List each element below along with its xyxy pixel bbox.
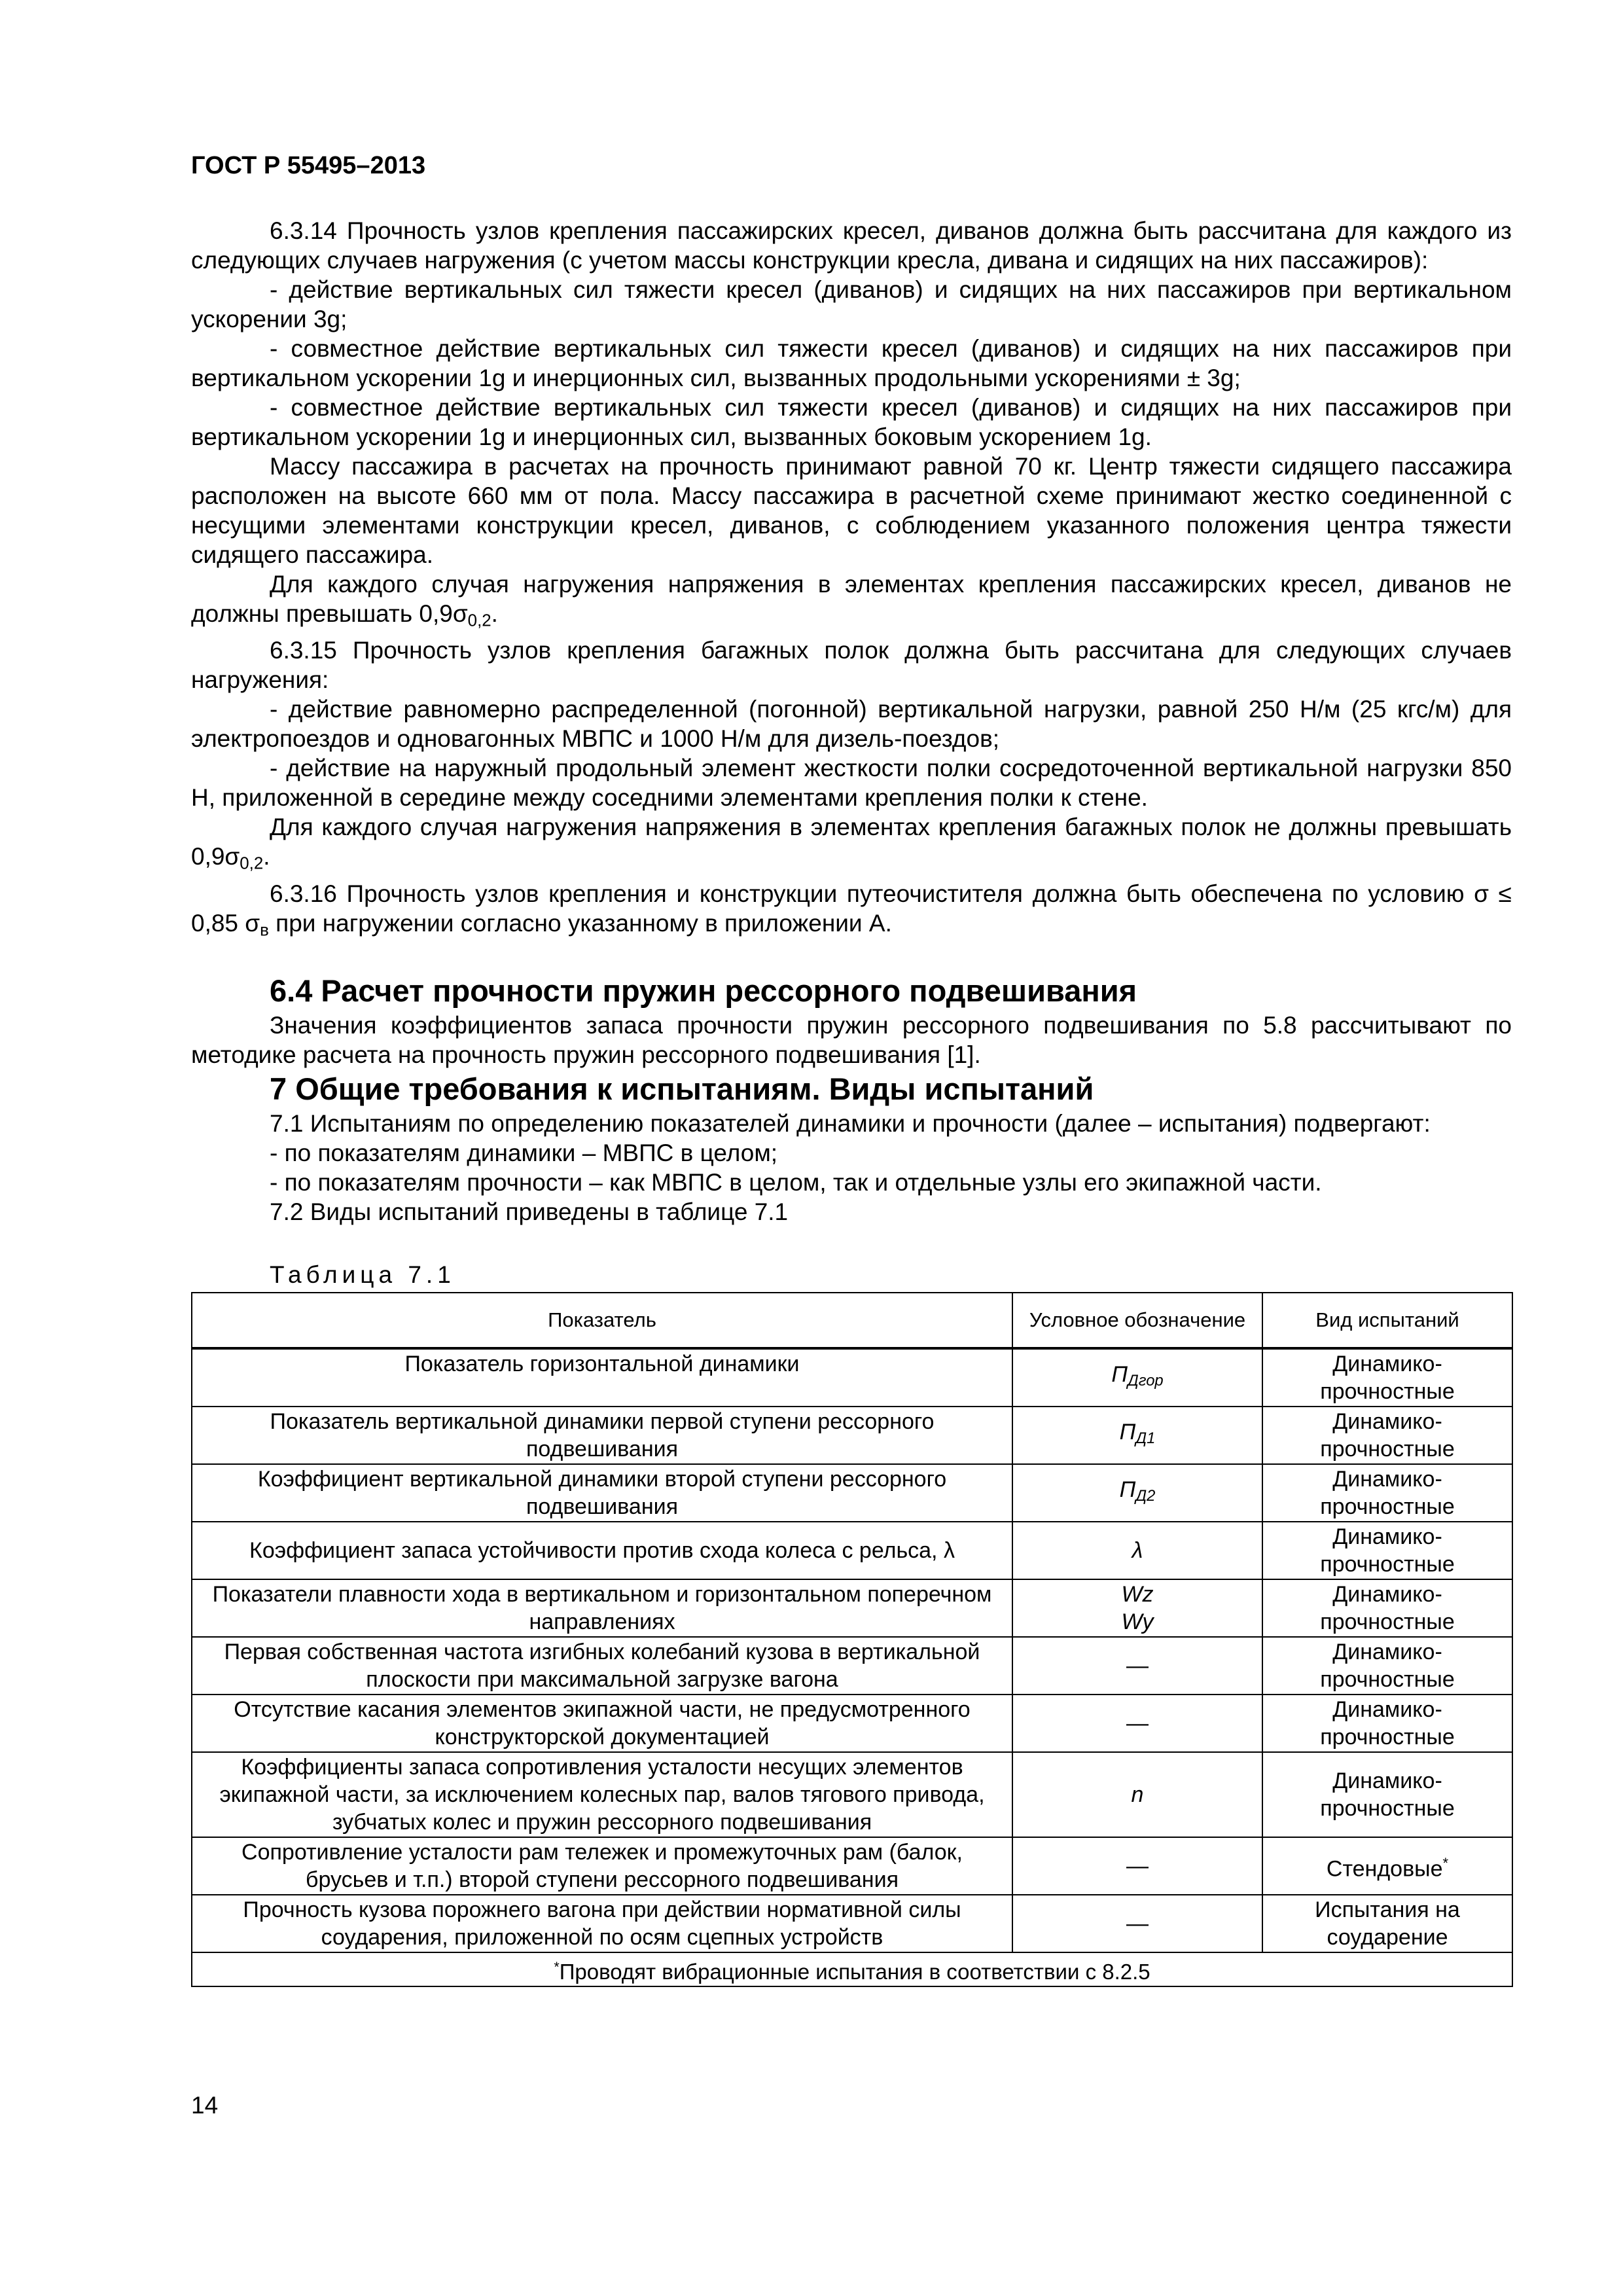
test-type-text: Динамико-прочностные — [1320, 1524, 1455, 1577]
table-row — [192, 1407, 1512, 1464]
cell-test-type — [1262, 1695, 1512, 1752]
paragraph-6-3-16 — [191, 879, 1512, 945]
table-row — [192, 1579, 1512, 1637]
cell-test-type — [1262, 1752, 1512, 1837]
cell-indicator: Коэффициент вертикальной динамики второй ступени рессорного подвешивания — [192, 1464, 1012, 1522]
section-heading-6-4: 6.4 Расчет прочности пружин рессорного подвешивания — [270, 973, 1137, 1009]
test-type-text: Динамико-прочностные — [1320, 1352, 1455, 1405]
cell-test-type — [1262, 1637, 1512, 1695]
bullet-item: - действие вертикальных сил тяжести кресел (диванов) и сидящих на них пассажиров при вертикальном ускорении 3g; — [191, 276, 1512, 332]
table-footnote-row — [192, 1952, 1512, 1986]
test-type-text: Динамико-прочностные — [1320, 1467, 1455, 1520]
symbol-subscript: Д2 — [1135, 1487, 1156, 1505]
paragraph-7-1: 7.1 Испытаниям по определению показателей динамики и прочности (далее – испытания) подвергают: — [270, 1110, 1431, 1138]
paragraph-7-2: 7.2 Виды испытаний приведены в таблице 7.1 — [270, 1198, 789, 1226]
cell-symbol — [1012, 1464, 1262, 1522]
stress-subscript: 0,2 — [240, 854, 264, 873]
test-type-text: Динамико-прочностные — [1320, 1409, 1455, 1462]
bullet-item: - действие равномерно распределенной (погонной) вертикальной нагрузки, равной 250 Н/м (25 кгс/м) для электропоездов и одновагонных МВПС и 1000 Н/м для дизель-поездов; — [191, 696, 1512, 753]
table-footnote — [192, 1952, 1512, 1986]
footnote-text: Проводят вибрационные испытания в соответствии с 8.2.5 — [559, 1960, 1150, 1984]
cell-indicator: Коэффициенты запаса сопротивления усталости несущих элементов экипажной части, за исключением колесных пар, валов тягового привода, зубчатых колес и пружин рессорного подвешивания — [192, 1752, 1012, 1837]
table-row — [192, 1837, 1512, 1895]
symbol-base: П — [1119, 1477, 1136, 1503]
test-type-text: Испытания на соударение — [1315, 1897, 1460, 1950]
paragraph-stress-shelves — [191, 812, 1512, 878]
test-type-text: Стендовые — [1326, 1856, 1443, 1882]
stress-text: Для каждого случая нагружения напряжения в элементах крепления багажных полок не должны превышать 0,9σ — [191, 814, 1512, 870]
paragraph-passenger-mass: Массу пассажира в расчетах на прочность принимают равной 70 кг. Центр тяжести сидящего пассажира расположен на высоте 660 мм от пола. Массу пассажира в расчетной схеме принимают жестко соединенной с несущими элементами конструкции кресел, диванов, с соблюдением указанного положения центра тяжести сидящего пассажира. — [191, 453, 1512, 568]
cell-indicator: Показатели плавности хода в вертикальном и горизонтальном поперечном направлениях — [192, 1579, 1012, 1637]
symbol-base: Wz — [1121, 1582, 1154, 1607]
document-header: ГОСТ Р 55495–2013 — [191, 152, 426, 179]
test-type-text: Динамико-прочностные — [1320, 1768, 1455, 1821]
table-7-1 — [191, 1292, 1513, 1987]
cell-indicator: Показатель горизонтальной динамики — [192, 1348, 1012, 1407]
bullet-item: - по показателям прочности – как МВПС в целом, так и отдельные узлы его экипажной части. — [270, 1169, 1322, 1196]
symbol-base: П — [1119, 1420, 1136, 1445]
paragraph-6-3-15: 6.3.15 Прочность узлов крепления багажных полок должна быть рассчитана для следующих случаев нагружения: — [191, 637, 1512, 694]
test-type-text: Динамико-прочностные — [1320, 1697, 1455, 1750]
symbol-base: П — [1111, 1362, 1128, 1388]
cell-symbol — [1012, 1579, 1262, 1637]
table-row — [192, 1348, 1512, 1407]
symbol-base: — — [1126, 1653, 1149, 1679]
bullet-item: - по показателям динамики – МВПС в целом; — [270, 1139, 778, 1167]
cell-test-type — [1262, 1837, 1512, 1895]
cell-test-type — [1262, 1895, 1512, 1952]
stress-end: . — [263, 843, 270, 870]
paragraph-stress-seats — [191, 569, 1512, 636]
symbol-subscript: Дгор — [1127, 1372, 1164, 1390]
cell-test-type — [1262, 1579, 1512, 1637]
cell-indicator: Сопротивление усталости рам тележек и промежуточных рам (балок, брусьев и т.п.) второй ступени рессорного подвешивания — [192, 1837, 1012, 1895]
table-caption: Таблица 7.1 — [270, 1261, 455, 1289]
spacer — [191, 1227, 1512, 1258]
table-header-row — [192, 1293, 1512, 1348]
symbol-base: — — [1126, 1854, 1149, 1879]
symbol-base: — — [1126, 1711, 1149, 1736]
symbol-base: — — [1126, 1911, 1149, 1937]
symbol-base: n — [1131, 1782, 1144, 1808]
footnote-mark: * — [554, 1959, 560, 1975]
cell-symbol — [1012, 1695, 1262, 1752]
cell-indicator: Коэффициент запаса устойчивости против схода колеса с рельса, λ — [192, 1522, 1012, 1579]
bullet-item: - действие на наружный продольный элемент жесткости полки сосредоточенной вертикальной нагрузки 850 Н, приложенной в середине между соседними элементами крепления полки к стене. — [191, 755, 1512, 812]
stress-end: . — [491, 600, 498, 627]
table-row — [192, 1752, 1512, 1837]
condition-subscript: в — [260, 921, 269, 940]
table-row — [192, 1522, 1512, 1579]
cell-symbol — [1012, 1522, 1262, 1579]
cell-indicator: Первая собственная частота изгибных колебаний кузова в вертикальной плоскости при максимальной загрузке вагона — [192, 1637, 1012, 1695]
table-body — [192, 1348, 1512, 1986]
table-row — [192, 1637, 1512, 1695]
document-body — [191, 216, 1512, 1987]
paragraph-6-3-14: 6.3.14 Прочность узлов крепления пассажирских кресел, диванов должна быть рассчитана для каждого из следующих случаев нагружения (с учетом массы конструкции кресла, дивана и сидящих на них пассажиров): — [191, 217, 1512, 274]
cell-symbol — [1012, 1837, 1262, 1895]
header-indicator: Показатель — [192, 1293, 1012, 1348]
cell-test-type — [1262, 1407, 1512, 1464]
cell-test-type — [1262, 1522, 1512, 1579]
bullet-item: - совместное действие вертикальных сил тяжести кресел (диванов) и сидящих на них пассажиров при вертикальном ускорении 1g и инерционных сил, вызванных продольными ускорениями ± 3g; — [191, 335, 1512, 391]
cell-indicator: Отсутствие касания элементов экипажной части, не предусмотренного конструкторской документацией — [192, 1695, 1012, 1752]
cell-test-type — [1262, 1348, 1512, 1407]
cell-symbol — [1012, 1407, 1262, 1464]
cell-indicator: Прочность кузова порожнего вагона при действии нормативной силы соударения, приложенной по осям сцепных устройств — [192, 1895, 1012, 1952]
header-test-type: Вид испытаний — [1262, 1293, 1512, 1348]
section-heading-7: 7 Общие требования к испытаниям. Виды испытаний — [270, 1071, 1094, 1107]
stress-subscript: 0,2 — [467, 611, 491, 630]
cell-symbol — [1012, 1752, 1262, 1837]
condition-end: при нагружении согласно указанному в приложении А. — [268, 909, 892, 937]
page-number: 14 — [191, 2092, 219, 2119]
cell-symbol — [1012, 1895, 1262, 1952]
cell-symbol — [1012, 1348, 1262, 1407]
table-row — [192, 1895, 1512, 1952]
cell-symbol — [1012, 1637, 1262, 1695]
table-row — [192, 1464, 1512, 1522]
table-row — [192, 1695, 1512, 1752]
cell-test-type — [1262, 1464, 1512, 1522]
test-type-text: Динамико-прочностные — [1320, 1582, 1455, 1635]
paragraph-6-4: Значения коэффициентов запаса прочности пружин рессорного подвешивания по 5.8 рассчитывают по методике расчета на прочность пружин рессорного подвешивания [1]. — [191, 1012, 1512, 1069]
stress-text: Для каждого случая нагружения напряжения в элементах крепления пассажирских кресел, диванов не должны превышать 0,9σ — [191, 571, 1512, 627]
cell-indicator: Показатель вертикальной динамики первой ступени рессорного подвешивания — [192, 1407, 1012, 1464]
bullet-item: - совместное действие вертикальных сил тяжести кресел (диванов) и сидящих на них пассажиров при вертикальном ускорении 1g и инерционных сил, вызванных боковым ускорением 1g. — [191, 394, 1512, 450]
symbol-base: λ — [1132, 1538, 1143, 1564]
symbol-subscript: Д1 — [1135, 1429, 1156, 1448]
symbol-second-line: Wy — [1121, 1609, 1154, 1635]
condition-text: 6.3.16 Прочность узлов крепления и конструкции путеочистителя должна быть обеспечена по условию σ ≤ 0,85 σ — [191, 880, 1512, 937]
test-type-footnote-mark: * — [1442, 1855, 1449, 1872]
header-symbol: Условное обозначение — [1012, 1293, 1262, 1348]
test-type-text: Динамико-прочностные — [1320, 1640, 1455, 1693]
